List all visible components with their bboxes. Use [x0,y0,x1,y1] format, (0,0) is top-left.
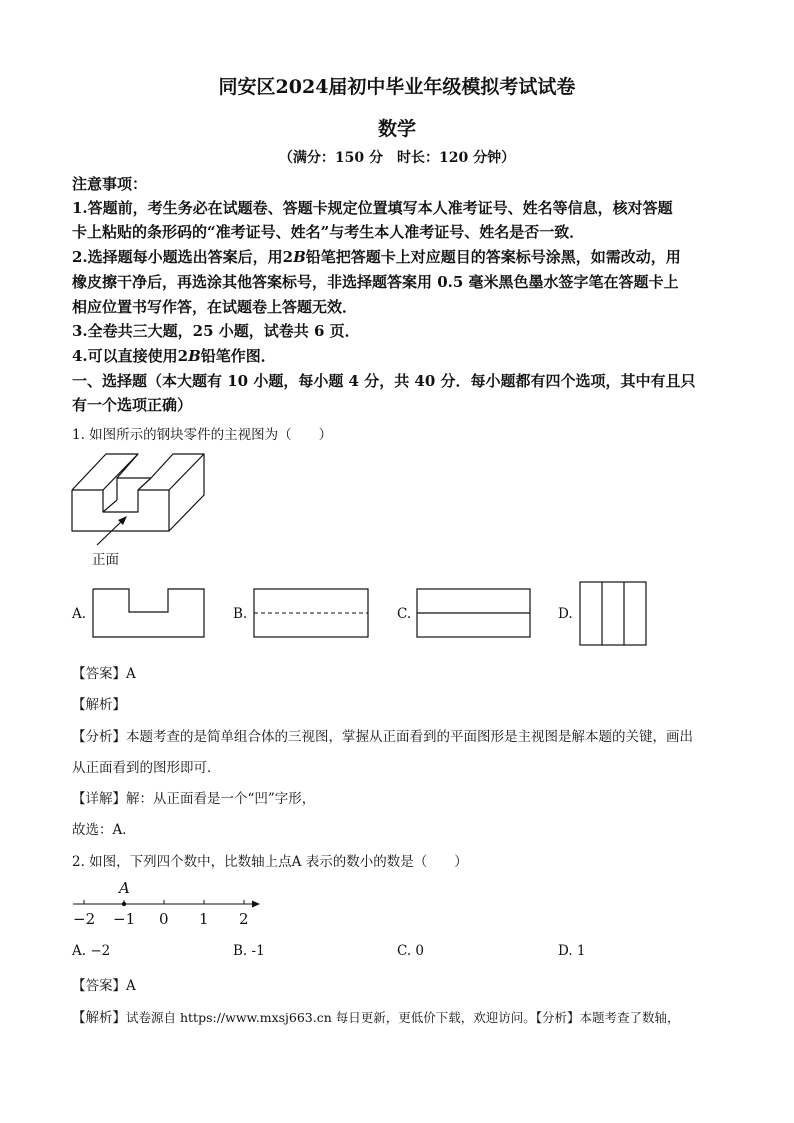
note-2-line-2: 橡皮擦干净后，再选涂其他答案标号，非选择题答案用 0.5 毫米黑色墨水签字笔在答题卡上 [72,273,679,291]
note-3: 3.全卷共三大题，25 小题，试卷共 6 页． [72,322,360,340]
q2-answer: 【答案】A [72,978,136,994]
section-1-heading-line-2: 有一个选项正确） [72,396,193,414]
q1-detail: 【详解】解：从正面看是一个“凹”字形， [72,791,316,807]
q2-tick-label-1: 1 [199,910,209,928]
q2-point-a-label: A [119,879,130,897]
q2-option-c: C. 0 [397,943,425,959]
q2-tick-label-minus-2: −2 [73,910,96,928]
q2-analysis-tag: 【解析】 [72,1010,126,1026]
note-4 [72,345,732,366]
q1-conclusion: 故选：A． [72,822,136,838]
note-2-var: B [293,248,306,266]
note-2-line-1 [72,246,732,267]
q1-front-label: 正面 [92,552,119,568]
q1-answer: 【答案】A [72,666,136,682]
note-2-text-a: 2.选择题每小题选出答案后，用2 [72,248,294,266]
q1-analysis-tag: 【解析】 [72,697,126,713]
note-1-line-2: 卡上粘贴的条形码的“准考证号、姓名”与考生本人准考证号、姓名是否一致． [72,223,585,241]
subject-title: 数学 [377,118,416,140]
exam-title: 同安区2024届初中毕业年级模拟考试试卷 [218,76,576,98]
exam-meta: （满分：150 分 时长：120 分钟） [278,150,516,166]
q1-stem: 1. 如图所示的钢块零件的主视图为（ ） [72,427,333,443]
q2-option-d: D. 1 [558,943,586,959]
section-1-heading-line-1: 一、选择题（本大题有 10 小题，每小题 4 分，共 40 分．每小题都有四个选项，其中有且只 [72,372,696,390]
q2-number-line [0,0,1,1]
q2-tick-label-minus-1: −1 [113,910,136,928]
note-4-text-b: 铅笔作图． [200,347,276,365]
note-2-text-b: 铅笔把答题卡上对应题目的答案标号涂黑，如需改动，用 [305,248,681,266]
note-4-var: B [188,347,201,365]
q2-analysis-line [72,1006,732,1026]
q1-option-c-label: C. [397,606,412,622]
note-4-text-a: 4.可以直接使用2 [72,347,189,365]
q1-option-b-label: B. [233,606,248,622]
q2-analysis-text: 试卷源自 https://www.mxsj663.cn 每日更新，更低价下载，欢迎访问。【分析】本题考查了数轴， [126,1010,680,1025]
q2-tick-label-2: 2 [239,910,249,928]
notes-heading: 注意事项： [72,175,148,193]
q2-point-a-dot [122,902,126,906]
q2-stem: 2. 如图，下列四个数中，比数轴上点A 表示的数小的数是（ ） [72,854,468,870]
q2-option-b: B. -1 [233,943,265,959]
q1-analysis-line-2: 从正面看到的图形即可． [72,760,221,776]
q2-option-a: A. −2 [72,943,111,959]
q1-analysis-line-1: 【分析】本题考查的是简单组合体的三视图，掌握从正面看到的平面图形是主视图是解本题的关键，画出 [72,729,693,745]
q2-tick-label-0: 0 [159,910,169,928]
note-1-line-1: 1.答题前，考生务必在试题卷、答题卡规定位置填写本人准考证号、姓名等信息，核对答题 [72,199,673,217]
q1-option-d-label: D. [558,606,573,622]
q1-option-a-label: A. [72,606,87,622]
note-2-line-3: 相应位置书写作答，在试题卷上答题无效． [72,298,358,316]
